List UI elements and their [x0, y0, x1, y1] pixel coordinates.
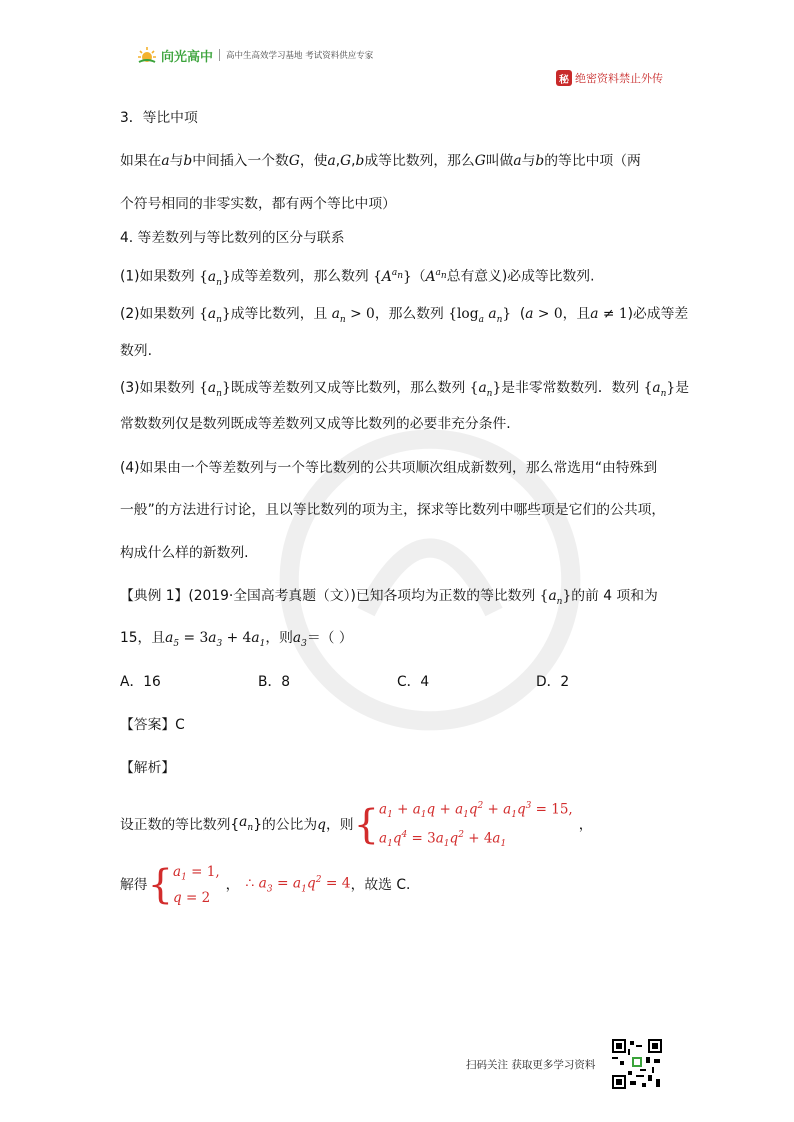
qr-code-icon [612, 1039, 662, 1089]
footer-text: 扫码关注 获取更多学习资料 [466, 1059, 596, 1071]
header-logo [137, 44, 373, 66]
logo-divider [219, 49, 220, 61]
item-3-line2: 常数数列仅是数列既成等差数列又成等比数列的必要非充分条件. [120, 416, 511, 432]
section3-title: 3．等比中项 [120, 110, 198, 126]
option-b: B．8 [258, 674, 291, 690]
secret-badge-icon: 秘 [556, 70, 572, 86]
equation-system: $a_1 + a_1q + a_1q^2 + a_1q^3 = 15$, $a_1q^4 = 3a_1q^2 + 4a_1$ [379, 801, 573, 850]
confidential-text: 绝密资料禁止外传 [575, 72, 663, 85]
confidential-label [556, 69, 663, 87]
logo-slogan: 高中生高效学习基地 考试资料供应专家 [226, 51, 374, 61]
item-4-line1: (4)如果由一个等差数列与一个等比数列的公共项顺次组成新数列，那么常选用“由特殊到 [120, 460, 658, 476]
item-4-line2: 一般”的方法进行讨论，且以等比数列的项为主，探求等比数列中哪些项是它们的公共项， [120, 502, 666, 518]
item-1: (1)如果数列 $\{a_n\}$成等差数列，那么数列 $\{A^{a_n}\}(A^{a_n}$总有意义)必成等比数列. [120, 268, 595, 288]
solution-line1: 设正数的等比数列{ $a_n$ }的公比为 q ，则 { $a_1 + a_1q + a_1q^2 + a_1q^3 = 15$, $a_1q^4 = 3a_1q^2 + 4a_1$ ， [120, 796, 593, 854]
solution-system: $a_1 = 1$, q = 2 [173, 864, 220, 906]
analysis-label: 【解析】 [120, 760, 176, 776]
answer: 【答案】C [120, 717, 185, 733]
item-4-line3: 构成什么样的新数列. [120, 545, 249, 561]
section3-para-line1: 如果在a与b中间插入一个数G，使a,G,b成等比数列，那么G叫做a与b的等比中项（两 [120, 153, 641, 169]
example-line1: 【典例 1】(2019·全国高考真题（文）)已知各项均为正数的等比数列 $\{a_n\}$的前 4 项和为 [120, 588, 658, 607]
option-a: A．16 [120, 674, 161, 690]
item-3-line1: (3)如果数列 $\{a_n\}$既成等差数列又成等比数列，那么数列 $\{a_n\}$是非零常数数列．数列 $\{a_n\}$是 [120, 380, 689, 399]
item-2-line2: 数列. [120, 343, 152, 359]
sun-logo-icon [137, 45, 157, 65]
solution-line2: 解得 { $a_1 = 1$, q = 2 ， ∴ $a_3 = a_1q^2 = 4$ ，故选 C. [120, 861, 411, 908]
logo-name: 向光高中 [161, 49, 214, 65]
section3-para-line2: 个符号相同的非零实数，都有两个等比中项） [120, 196, 396, 212]
section4-title: 4. 等差数列与等比数列的区分与联系 [120, 230, 345, 246]
example-line2: 15，且$a_5 = 3a_3 + 4a_1$，则$a_3=$（ ） [120, 630, 353, 649]
item-2-line1: (2)如果数列 $\{a_n\}$成等比数列，且 $a_n > 0$，那么数列 {$\log_a$ $a_n$} (a > 0，且a ≠ 1)必成等差 [120, 306, 689, 325]
option-c: C．4 [397, 674, 430, 690]
option-d: D．2 [536, 674, 570, 690]
